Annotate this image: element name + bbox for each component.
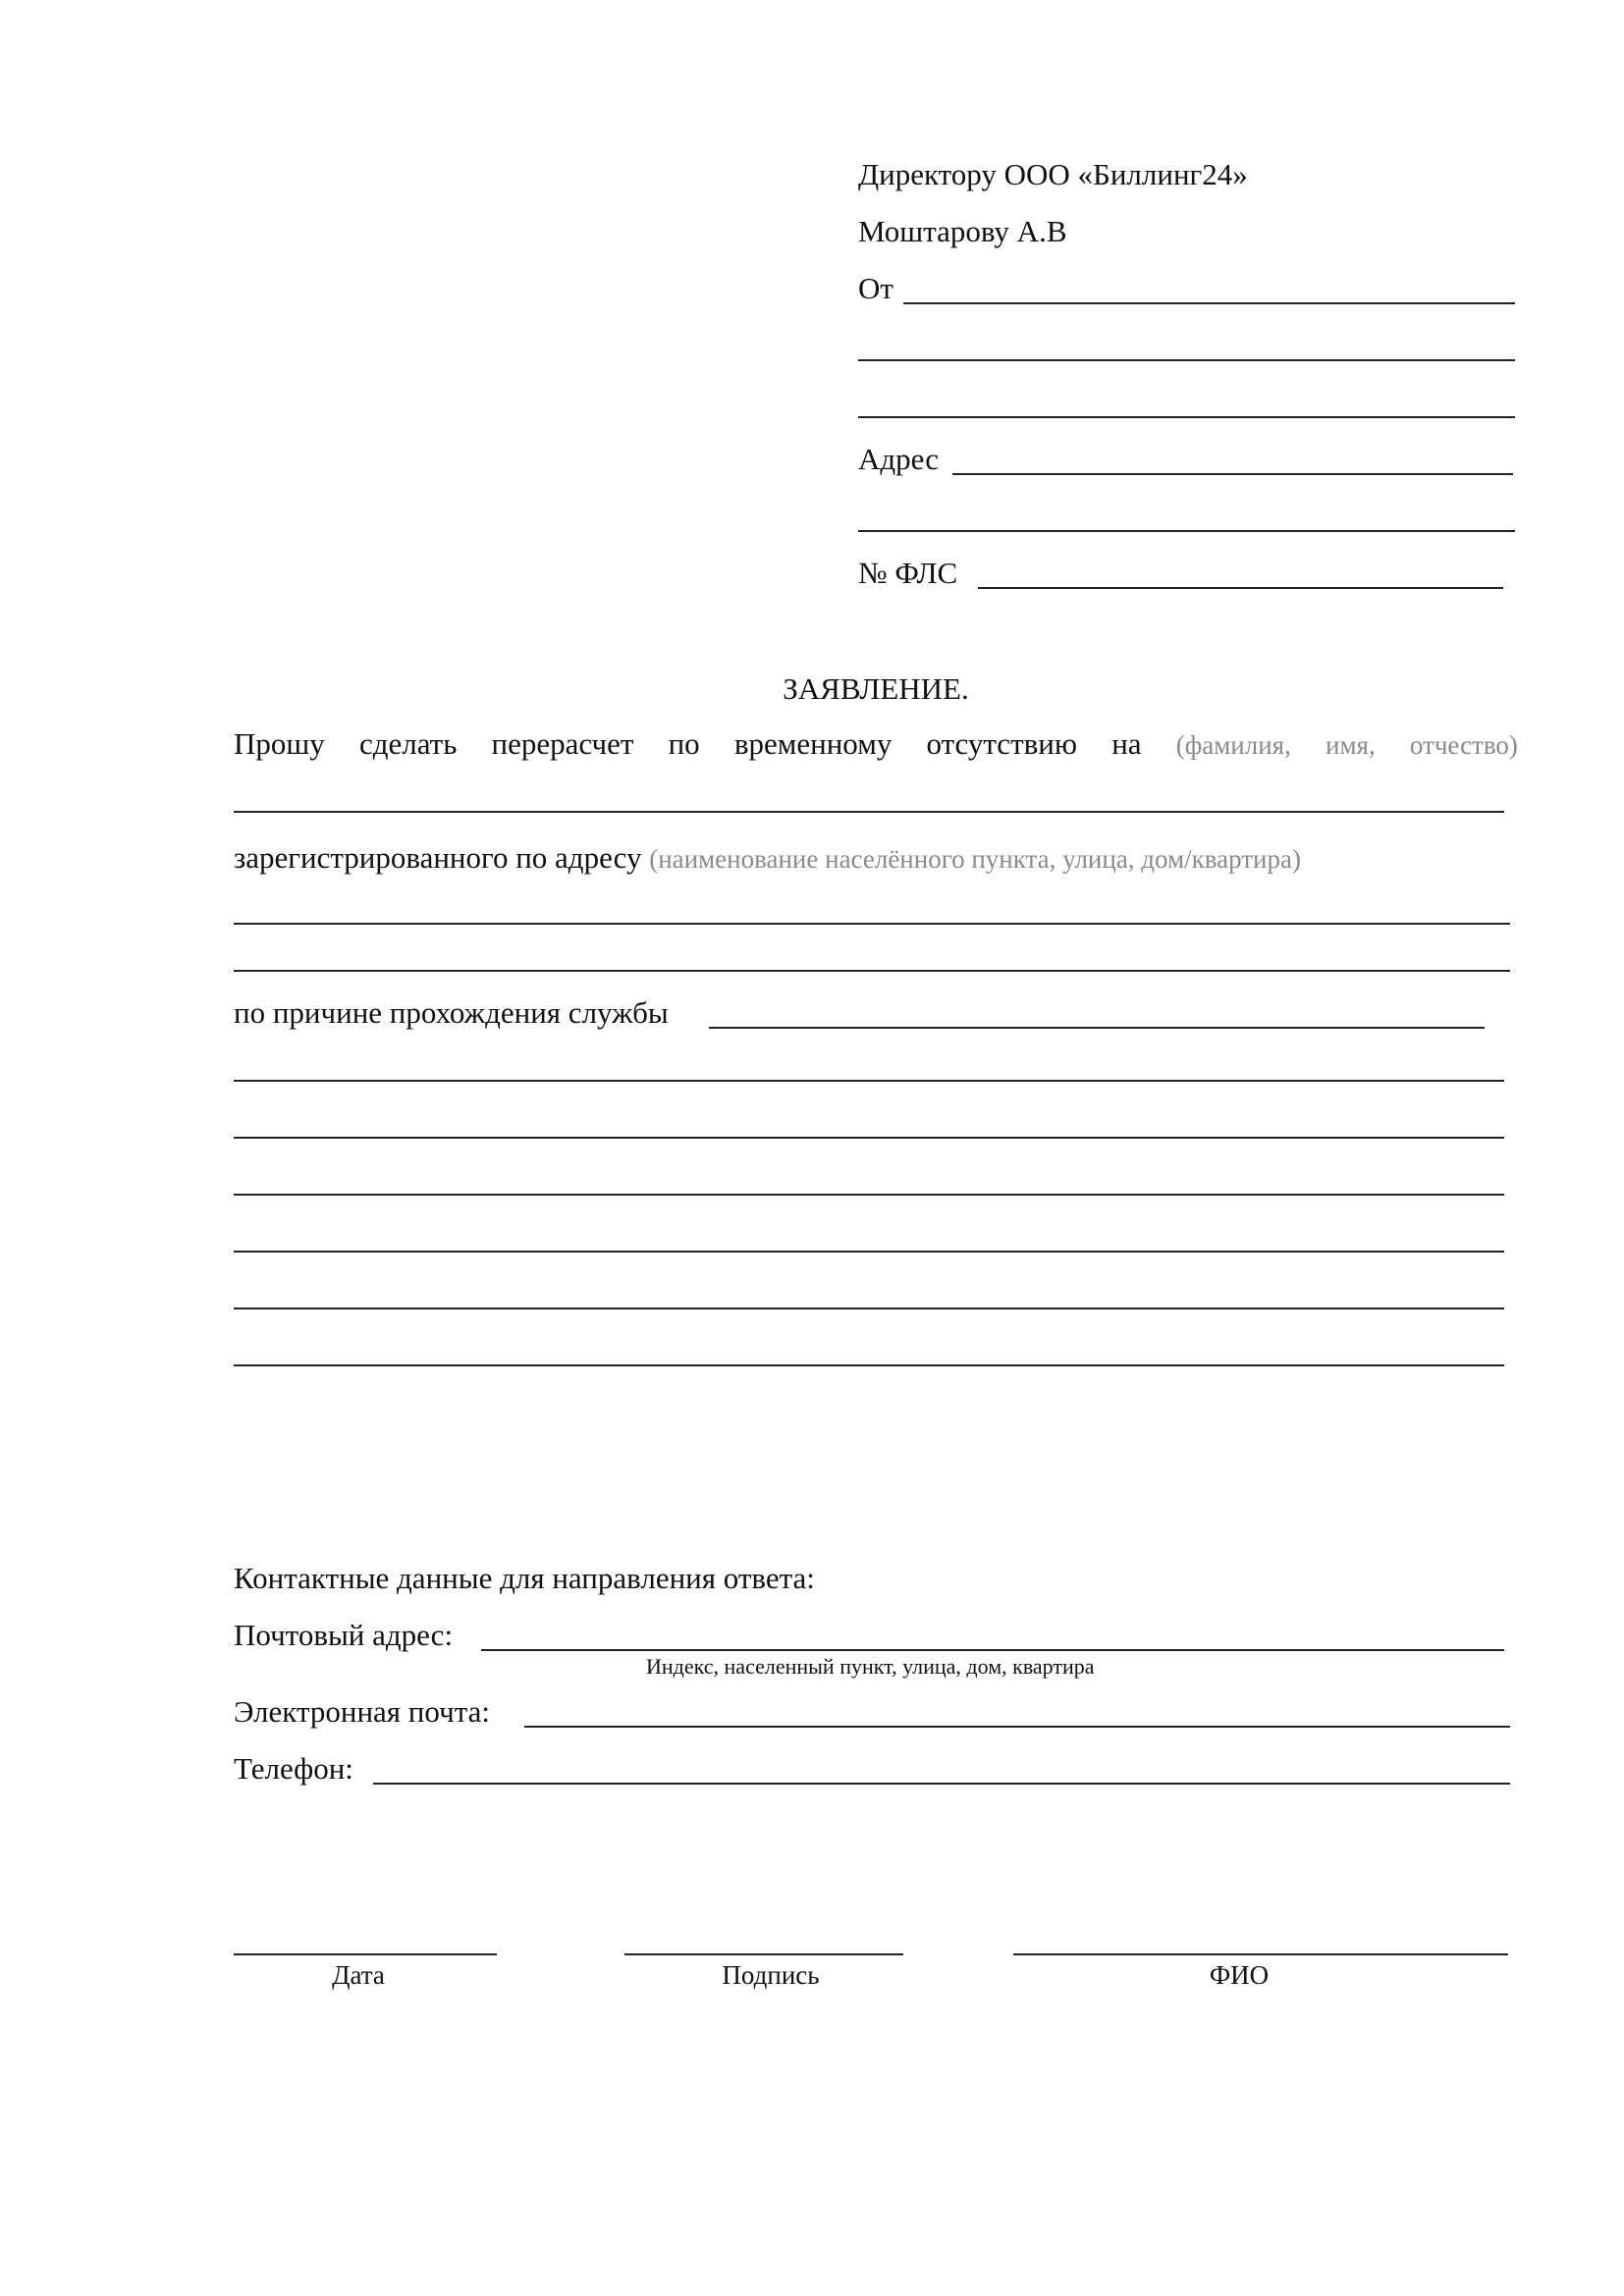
postal-address-hint: Индекс, населенный пункт, улица, дом, квартира	[646, 1654, 1095, 1679]
contacts-heading: Контактные данные для направления ответа:	[234, 1561, 815, 1595]
reason-extra-line-6[interactable]	[234, 1364, 1504, 1366]
address-label: Адрес	[858, 442, 939, 476]
registered-address-line-1[interactable]	[234, 923, 1510, 925]
registered-label	[234, 840, 1301, 877]
request-hint-word: отчество)	[1409, 730, 1518, 760]
from-label: От	[858, 271, 893, 305]
from-field-line-1[interactable]	[903, 302, 1515, 304]
date-field-line[interactable]	[234, 1953, 497, 1955]
from-field-line-3[interactable]	[858, 416, 1515, 418]
addressee-line-1: Директору ООО «Биллинг24»	[858, 157, 1248, 191]
signature-label: Подпись	[722, 1960, 820, 1990]
request-word: временному	[733, 726, 893, 761]
address-field-line-2[interactable]	[858, 530, 1515, 532]
reason-label: по причине прохождения службы	[234, 995, 669, 1030]
postal-address-label: Почтовый адрес:	[234, 1618, 454, 1652]
phone-field-line[interactable]	[373, 1783, 1510, 1785]
registered-hint: (наименование населённого пункта, улица, дом/квартира)	[649, 844, 1301, 874]
account-label: № ФЛС	[858, 556, 958, 590]
request-word: на	[1111, 726, 1142, 761]
request-word: сделать	[358, 726, 458, 761]
reason-extra-line-5[interactable]	[234, 1308, 1504, 1309]
request-hint-word: имя,	[1326, 730, 1376, 760]
reason-field-line[interactable]	[709, 1027, 1485, 1029]
request-word: перерасчет	[491, 726, 634, 761]
document-title: ЗАЯВЛЕНИЕ.	[783, 671, 969, 706]
request-word: отсутствию	[926, 726, 1078, 761]
full-name-signature-line[interactable]	[1013, 1953, 1508, 1955]
request-word: по	[668, 726, 700, 761]
signature-field-line[interactable]	[624, 1953, 903, 1955]
reason-extra-line-1[interactable]	[234, 1080, 1504, 1082]
postal-address-field-line[interactable]	[481, 1649, 1504, 1651]
reason-extra-line-4[interactable]	[234, 1251, 1504, 1253]
request-word: Прошу	[234, 726, 325, 761]
email-label: Электронная почта:	[234, 1694, 490, 1729]
reason-extra-line-3[interactable]	[234, 1194, 1504, 1196]
address-field-line-1[interactable]	[952, 473, 1513, 475]
registered-address-line-2[interactable]	[234, 970, 1510, 972]
addressee-line-2: Моштарову А.В	[858, 214, 1067, 248]
from-field-line-2[interactable]	[858, 359, 1515, 361]
request-line	[234, 726, 1518, 762]
email-field-line[interactable]	[524, 1726, 1510, 1728]
full-name-label: ФИО	[1209, 1960, 1270, 1990]
phone-label: Телефон:	[234, 1751, 353, 1786]
registered-label-text: зарегистрированного по адресу	[234, 840, 642, 875]
request-hint-word: (фамилия,	[1175, 730, 1291, 760]
full-name-field-line[interactable]	[234, 811, 1504, 813]
reason-extra-line-2[interactable]	[234, 1137, 1504, 1139]
account-field-line[interactable]	[978, 587, 1503, 589]
date-label: Дата	[332, 1960, 385, 1990]
